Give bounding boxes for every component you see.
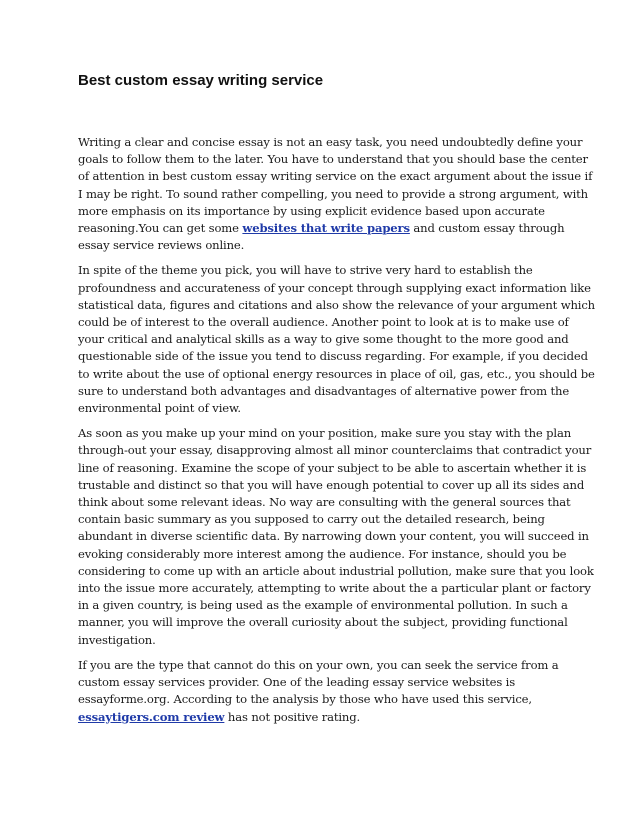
paragraph-1-text-after: and custom essay through essay service reviews online. [78, 221, 565, 253]
essaytigers-review-link[interactable]: essaytigers.com review [78, 709, 225, 724]
paragraph-1-text-before: Writing a clear and concise essay is not an easy task, you need undoubtedly define your goals to follow them to the later. You have to understand that you should base the center of attention in best custom essay writing service on the exact argument about the issue if I may be right. To sound rather compelling, you need to provide a strong argument, with more emphasis on its importance by using explicit evidence based upon accurate reasoning.You can get some [78, 135, 593, 236]
document-title: Best custom essay writing service [78, 72, 324, 89]
document-page [78, 72, 596, 734]
websites-that-write-papers-link[interactable]: websites that write papers [242, 221, 410, 236]
paragraph-2: In spite of the theme you pick, you will have to strive very hard to establish the profoundness and accurateness of your concept through supplying exact information like statistical data, figures and citations and also show the relevance of your argument which could be of interest to the overall audience. Another point to look at is to make use of your critical and analytical skills as a way to give some thought to the more good and questionable side of the issue you tend to discuss regarding. For example, if you decided to write about the use of optional energy resources in place of oil, gas, etc., you should be sure to understand both advantages and disadvantages of alternative power from the environmental point of view. [78, 263, 595, 416]
paragraph-3: As soon as you make up your mind on your position, make sure you stay with the plan through-out your essay, disapproving almost all minor counterclaims that contradict your line of reasoning. Examine the scope of your subject to be able to ascertain whether it is trustable and distinct so that you will have enough potential to cover up all its sides and think about some relevant ideas. No way are consulting with the general sources that contain basic summary as you supposed to carry out the detailed research, being abundant in diverse scientific data. By narrowing down your content, you will succeed in evoking considerably more interest among the audience. For instance, should you be considering to come up with an article about industrial pollution, make sure that you look into the issue more accurately, attempting to write about the a particular plant or factory in a given country, is being used as the example of environmental pollution. In such a manner, you will improve the overall curiosity about the subject, providing functional investigation. [78, 426, 594, 647]
paragraph-1 [78, 134, 596, 254]
paragraph-4-text-before: If you are the type that cannot do this on your own, you can seek the service from a custom essay services provider. One of the leading essay service websites is essayforme.org. According to the analysis by those who have used this service, [78, 657, 559, 707]
paragraph-4 [78, 657, 596, 726]
paragraph-4-text-after: has not positive rating. [224, 709, 361, 724]
